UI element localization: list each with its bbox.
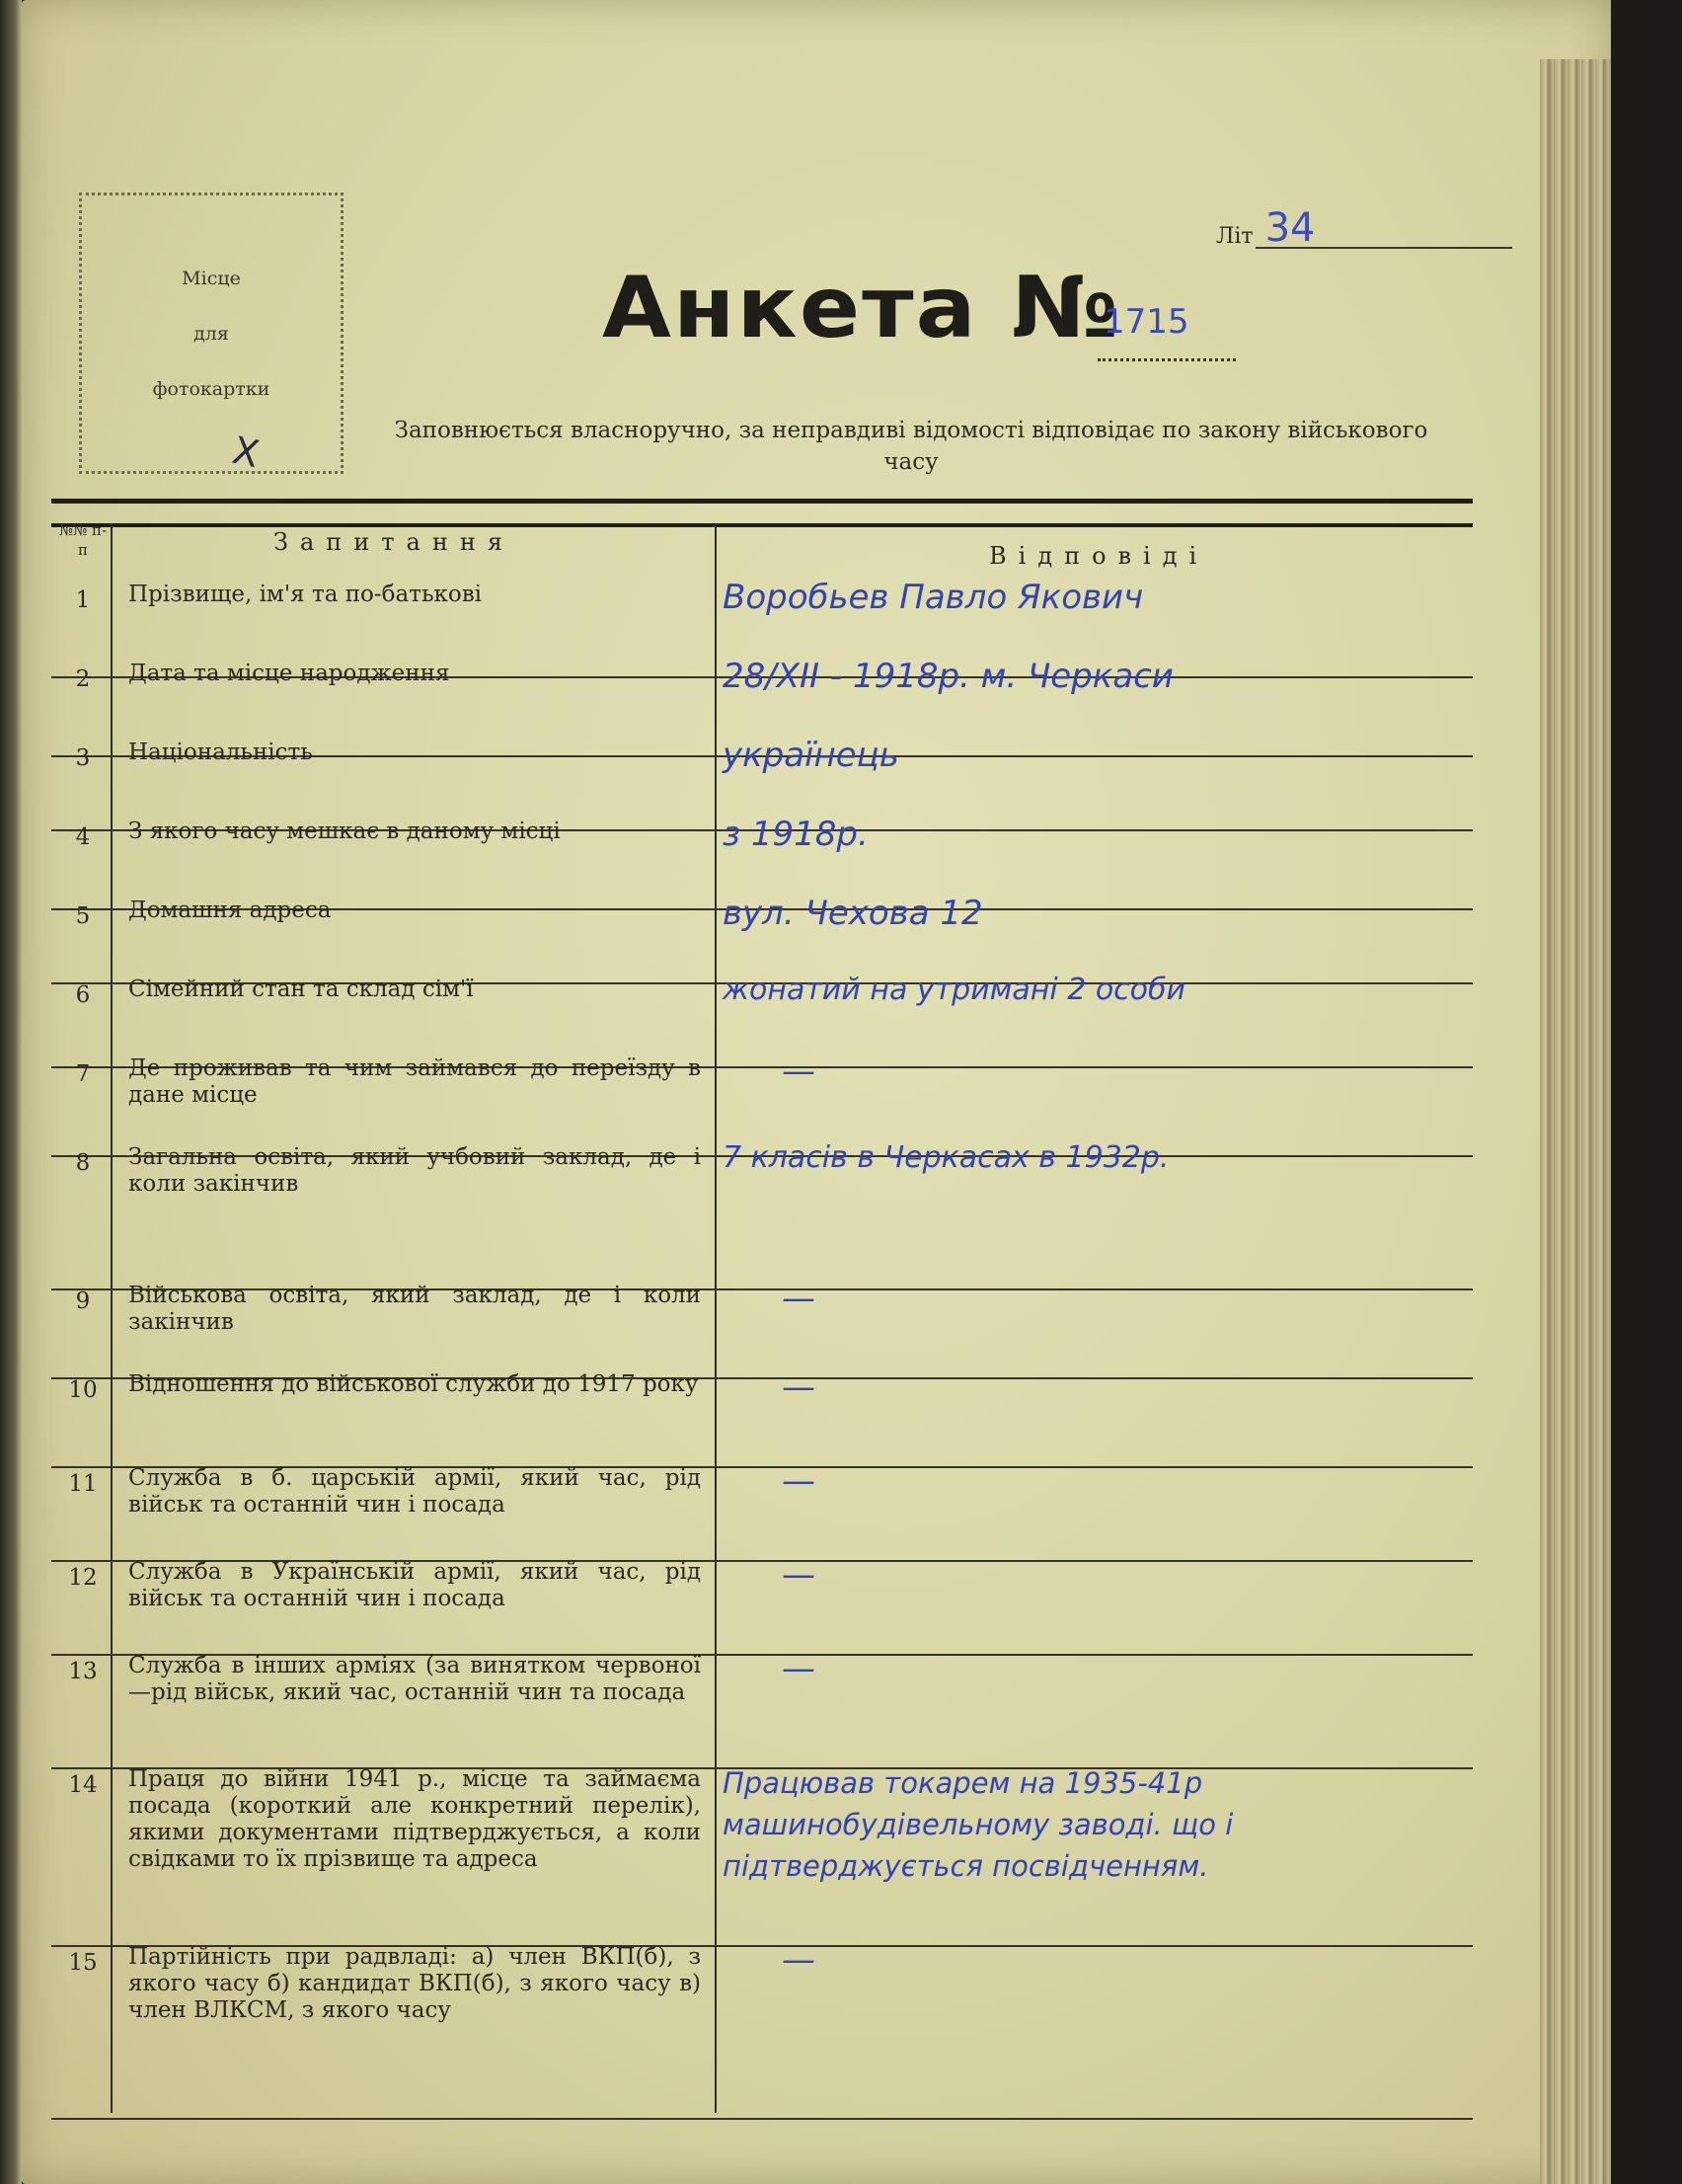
- row-number: 10: [68, 1377, 98, 1403]
- table-top-rule: [51, 499, 1473, 504]
- row-question: Служба в Українській армії, який час, рід військ та останній чин і посада: [128, 1559, 701, 1611]
- row-question: Військова освіта, який заклад, де і коли закінчив: [128, 1283, 701, 1335]
- photo-label-line-1: Місце: [182, 267, 241, 289]
- row-divider: [51, 2118, 1473, 2120]
- page-edges: [1540, 59, 1611, 2184]
- table-header-rule: [51, 523, 1473, 527]
- row-number: 14: [68, 1772, 98, 1798]
- photo-label-line-2: для: [193, 322, 229, 345]
- row-answer: жонатий на утримані 2 особи: [723, 973, 1186, 1007]
- book-binding: [0, 0, 22, 2184]
- questionnaire-table: [51, 499, 1473, 2118]
- row-question: Загальна освіта, який учбовий заклад, де і коли закінчив: [128, 1144, 701, 1197]
- row-answer: —: [782, 1940, 815, 1980]
- row-number: 4: [75, 824, 91, 850]
- row-answer: вул. Чехова 12: [723, 894, 983, 933]
- lit-value: 34: [1256, 209, 1512, 249]
- photo-check-mark: Х: [228, 428, 264, 477]
- form-number: 1715: [1104, 302, 1189, 342]
- row-answer: —: [782, 1461, 815, 1501]
- row-number: 15: [68, 1950, 98, 1976]
- header-answer: Відповіді: [989, 542, 1209, 570]
- photo-label-line-3: фотокартки: [152, 377, 270, 400]
- row-answer: —: [782, 1367, 815, 1407]
- row-question: Національність: [128, 740, 313, 765]
- row-answer: 28/XII - 1918р. м. Черкаси: [723, 657, 1174, 696]
- row-answer: з 1918р.: [723, 815, 869, 854]
- row-question: Де проживав та чим займався до переїзду в дане місце: [128, 1055, 701, 1108]
- row-number: 8: [75, 1150, 91, 1176]
- row-question: Дата та місце народження: [128, 661, 450, 686]
- header-number: №№ п-п: [58, 521, 108, 559]
- column-divider-1: [111, 523, 113, 2113]
- form-title: Анкета №: [602, 259, 1120, 357]
- row-answer: —: [782, 1052, 815, 1091]
- row-question: Домашня адреса: [128, 897, 332, 923]
- row-number: 2: [75, 666, 91, 692]
- row-question: Служба в інших арміях (за винятком червоної—рід військ, який час, останній чин та посада: [128, 1653, 701, 1705]
- row-question: Партійність при радвладі: а) член ВКП(б), з якого часу б) кандидат ВКП(б), з якого часу в) член ВЛКСМ, з якого часу: [128, 1944, 701, 2023]
- row-number: 13: [68, 1659, 98, 1684]
- sheet-number: [1216, 205, 1512, 251]
- column-divider-2: [715, 523, 717, 2113]
- row-question: З якого часу мешкає в даному місці: [128, 819, 561, 844]
- row-number: 6: [75, 982, 91, 1008]
- row-number: 5: [75, 903, 91, 929]
- row-number: 1: [75, 587, 91, 613]
- row-answer: —: [782, 1555, 815, 1595]
- lit-label: Літ: [1216, 224, 1254, 249]
- row-question: Служба в б. царській армії, який час, рід військ та останній чин і посада: [128, 1465, 701, 1518]
- row-answer: 7 класів в Черкасах в 1932р.: [723, 1140, 1170, 1175]
- photo-placeholder: [79, 193, 344, 477]
- row-answer: Працював токарем на 1935-41р машинобудівельному заводі. що і підтверджується посвідченням.: [723, 1766, 1234, 1883]
- row-question: Прізвище, ім'я та по-батькові: [128, 582, 482, 607]
- row-number: 7: [75, 1061, 91, 1087]
- row-number: 11: [68, 1471, 98, 1497]
- row-answer: українець: [723, 736, 899, 775]
- header-question: Запитання: [273, 528, 514, 556]
- form-subtitle: Заповнюється власноручно, за неправдиві відомості відповідає по закону військового часу: [394, 418, 1428, 475]
- row-number: 12: [68, 1565, 98, 1591]
- row-question: Відношення до військової служби до 1917 року: [128, 1371, 699, 1397]
- row-answer: —: [782, 1649, 815, 1688]
- row-answer: —: [782, 1279, 815, 1318]
- row-number: 9: [75, 1288, 91, 1314]
- row-question: Праця до війни 1941 р., місце та займаєма посада (короткий але конкретний перелік), якими документами підтверджується, а коли свідками то їх прізвище та адреса: [128, 1766, 701, 1872]
- row-number: 3: [75, 745, 91, 771]
- row-answer: Воробьев Павло Якович: [723, 578, 1144, 617]
- row-question: Сімейний стан та склад сім'ї: [128, 976, 474, 1002]
